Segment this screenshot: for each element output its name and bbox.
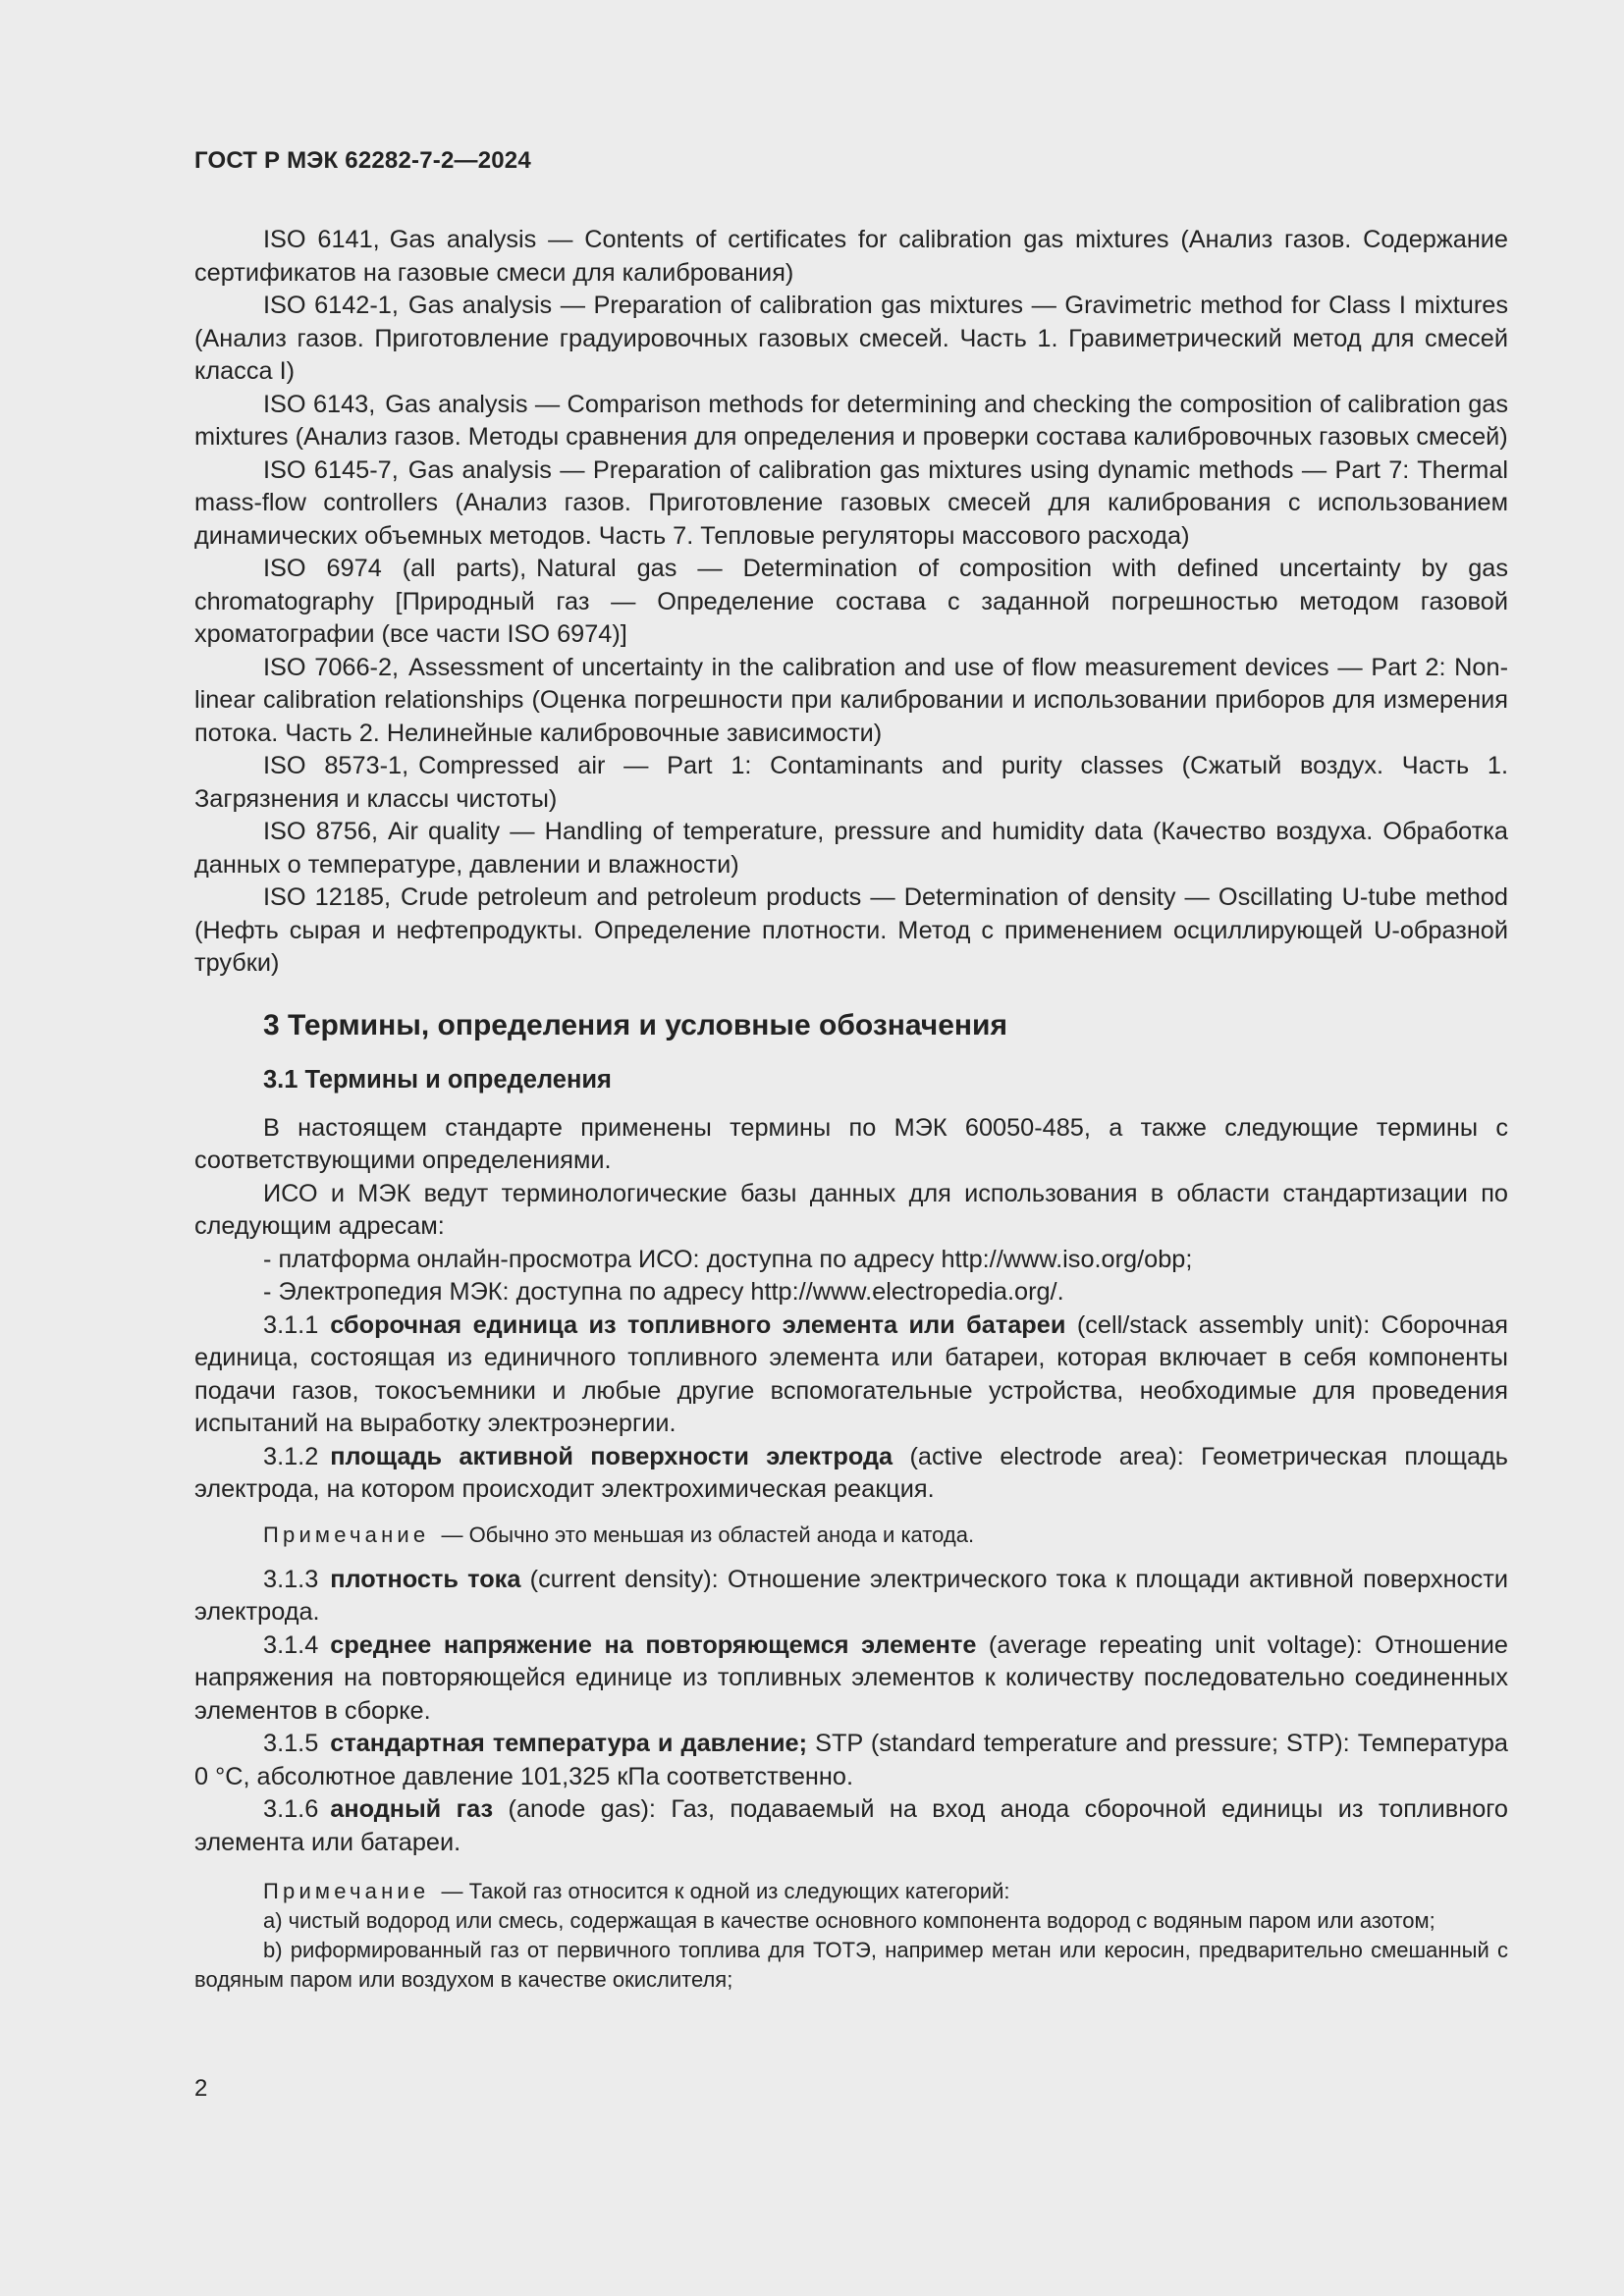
- term-definition: [194, 1728, 1508, 1793]
- reference-code: ISO 6143,: [263, 390, 376, 418]
- reference-text: Compressed air — Part 1: Contaminants and purity classes (Сжатый воздух. Часть 1. Загрязнения и классы чистоты): [194, 752, 1508, 813]
- reference-text: Gas analysis — Comparison methods for determining and checking the composition of calibration gas mixtures (Анализ газов. Методы сравнения для определения и проверки состава калибровочных газовых смесей): [194, 390, 1508, 451]
- term-number: 3.1.6: [263, 1795, 319, 1823]
- reference-text: Crude petroleum and petroleum products — Determination of density — Oscillating U-tube method (Нефть сырая и нефтепродукты. Определение плотности. Метод с применением осциллирующей U-образной трубки): [194, 883, 1508, 977]
- note-text: — Обычно это меньшая из областей анода и катода.: [435, 1522, 975, 1547]
- intro-paragraph: ИСО и МЭК ведут терминологические базы данных для использования в области стандартизации по следующим адресам:: [194, 1179, 1508, 1240]
- reference-text: Gas analysis — Preparation of calibration gas mixtures using dynamic methods — Part 7: Thermal mass-flow controllers (Анализ газов. Приготовление газовых смесей для калибрования с использованием динамических объемных методов. Часть 7. Тепловые регуляторы массового расхода): [194, 455, 1509, 550]
- term-name: анодный газ: [330, 1795, 494, 1823]
- term-number: 3.1.1: [263, 1310, 319, 1339]
- term-number: 3.1.2: [263, 1442, 319, 1470]
- reference-item: [194, 389, 1508, 454]
- note-lead: Примечание: [263, 1879, 430, 1903]
- reference-code: ISO 6974 (all parts),: [263, 555, 527, 582]
- reference-item: [194, 816, 1508, 881]
- reference-code: ISO 8573-1,: [263, 752, 409, 779]
- term-definition: [194, 1309, 1508, 1441]
- subsection-title: 3.1 Термины и определения: [263, 1065, 612, 1094]
- note: [194, 1521, 1508, 1550]
- term-definition: [194, 1793, 1508, 1859]
- reference-code: ISO 6145-7,: [263, 455, 399, 484]
- reference-code: ISO 8756,: [263, 818, 378, 845]
- term-text: (current density): Отношение электрического тока к площади активной поверхности электрода.: [194, 1565, 1508, 1626]
- term-text: (active electrode area): Геометрическая площадь электрода, на котором происходит электрохимическая реакция.: [194, 1442, 1508, 1503]
- reference-item: [194, 553, 1508, 652]
- reference-item: [194, 290, 1508, 389]
- reference-item: [194, 750, 1508, 816]
- reference-code: ISO 6141,: [263, 226, 380, 253]
- reference-text: Assessment of uncertainty in the calibration and use of flow measurement devices — Part 2: Non-linear calibration relationships (Оценка погрешности при калибровании и использовании приборов для измерения потока. Часть 2. Нелинейные калибровочные зависимости): [194, 653, 1508, 747]
- term-text: STP (standard temperature and pressure; STP): Температура 0 °С, абсолютное давление 101,325 кПа соответственно.: [194, 1730, 1508, 1790]
- intro-paragraph: В настоящем стандарте применены термины по МЭК 60050-485, а также следующие термины с соответствующими определениями.: [194, 1113, 1508, 1174]
- reference-code: ISO 7066-2,: [263, 653, 400, 681]
- reference-text: Air quality — Handling of temperature, pressure and humidity data (Качество воздуха. Обработка данных о температуре, давлении и влажности): [194, 818, 1508, 879]
- term-text: (average repeating unit voltage): Отношение напряжения на повторяющейся единице из топливных элементов к количеству последовательно соединенных элементов в сборке.: [194, 1630, 1508, 1725]
- reference-code: ISO 6142-1,: [263, 292, 399, 319]
- term-definition: [194, 1564, 1508, 1629]
- note-lead: Примечание: [263, 1522, 430, 1547]
- reference-item: [194, 454, 1508, 554]
- term-name: площадь активной поверхности электрода: [330, 1442, 893, 1470]
- page-content: [194, 224, 1508, 1995]
- term-number: 3.1.5: [263, 1730, 319, 1757]
- term-number: 3.1.3: [263, 1565, 319, 1593]
- note: [194, 1877, 1508, 1906]
- reference-text: Natural gas — Determination of composition with defined uncertainty by gas chromatography [Природный газ — Определение состава с заданной погрешностью методом газовой хроматографии (все части ISO 6974)]: [194, 555, 1508, 648]
- term-definition: [194, 1441, 1508, 1507]
- reference-item: [194, 224, 1508, 290]
- list-item: - Электропедия МЭК: доступна по адресу http://www.electropedia.org/.: [263, 1278, 1064, 1306]
- reference-text: Gas analysis — Contents of certificates for calibration gas mixtures (Анализ газов. Содержание сертификатов на газовые смеси для калибрования): [194, 226, 1508, 287]
- reference-item: [194, 652, 1508, 751]
- list-item: - платформа онлайн-просмотра ИСО: доступна по адресу http://www.iso.org/obp;: [263, 1245, 1193, 1273]
- note-list-item: b) риформированный газ от первичного топлива для ТОТЭ, например метан или керосин, предварительно смешанный с водяным паром или воздухом в качестве окислителя;: [194, 1938, 1508, 1992]
- page-number: 2: [194, 2075, 208, 2102]
- term-name: среднее напряжение на повторяющемся элементе: [330, 1630, 977, 1659]
- term-definition: [194, 1629, 1508, 1729]
- term-name: сборочная единица из топливного элемента или батареи: [330, 1310, 1066, 1339]
- term-name: плотность тока: [330, 1565, 521, 1593]
- term-text: (anode gas): Газ, подаваемый на вход анода сборочной единицы из топливного элемента или батареи.: [194, 1795, 1509, 1856]
- term-name: стандартная температура и давление;: [330, 1730, 808, 1757]
- section-title: 3 Термины, определения и условные обозначения: [263, 1008, 1007, 1041]
- note-list-item: а) чистый водород или смесь, содержащая в качестве основного компонента водород с водяным паром или азотом;: [263, 1908, 1435, 1933]
- reference-text: Gas analysis — Preparation of calibration gas mixtures — Gravimetric method for Class I mixtures (Анализ газов. Приготовление градуировочных газовых смесей. Часть 1. Гравиметрический метод для смесей класса I): [194, 292, 1509, 385]
- document-header: ГОСТ Р МЭК 62282-7-2—2024: [194, 147, 531, 174]
- reference-item: [194, 881, 1508, 981]
- term-text: (cell/stack assembly unit): Сборочная единица, состоящая из единичного топливного элемента или батареи, которая включает в себя компоненты подачи газов, токосъемники и любые другие вспомогательные устройства, необходимые для проведения испытаний на выработку электроэнергии.: [194, 1310, 1508, 1437]
- term-number: 3.1.4: [263, 1630, 319, 1659]
- reference-code: ISO 12185,: [263, 883, 391, 911]
- note-text: — Такой газ относится к одной из следующих категорий:: [435, 1879, 1010, 1903]
